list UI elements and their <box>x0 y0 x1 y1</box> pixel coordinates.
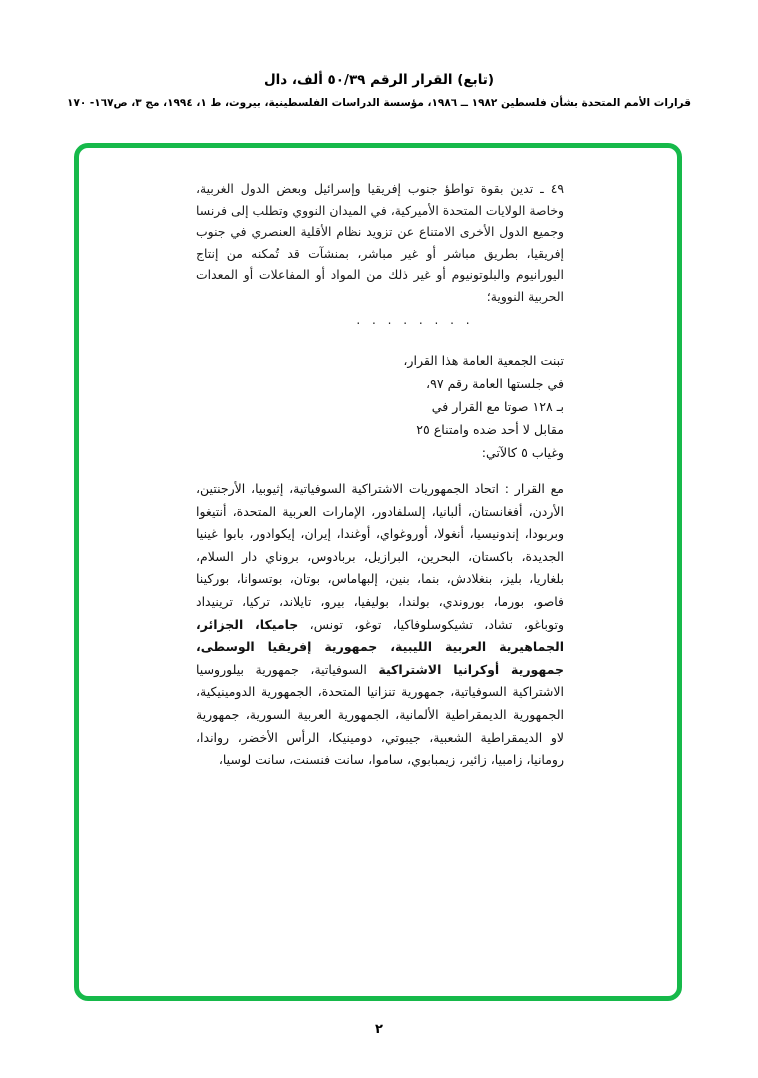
adoption-line: وغياب ٥ كالآتي: <box>481 445 564 460</box>
votes-in-favour-list-part1: اتحاد الجمهوريات الاشتراكية السوفياتية، إثيوبيا، الأرجنتين، الأردن، أفغانستان، ألبانيا، إلسلفادور، الإمارات العربية المتحدة، أنتيغوا وبربودا، إندونيسيا، أنغولا، أوروغواي، أوغندا، إيران، إيكوادور، بابوا غينيا الجديدة، باكستان، البحرين، البرازيل، بربادوس، بروناي دار السلام، بلغاريا، بليز، بنغلادش، بنما، بنين، إلبهاماس، بوتان، بوتسوانا، بوركينا فاصو، بورما، بوروندي، بولندا، بوليفيا، بيرو، تايلاند، تركيا، ترينيداد وتوباغو، تشاد، تشيكوسلوفاكيا، توغو، تونس، <box>196 481 565 632</box>
votes-in-favour-list-part2: السوفياتية، جمهورية بيلوروسيا الاشتراكية السوفياتية، جمهورية تنزانيا المتحدة، الجمهورية الدومينيكية، الجمهورية الديمقراطية الألمانية، الجمهورية العربية السورية، جمهورية لاو الديمقراطية الشعبية، جيبوتي، دومينيكا، الرأس الأخضر، رواندا، رومانيا، زامبيا، زائير، زيمبابوي، ساموا، سانت فنسنت، سانت لوسيا، <box>196 661 564 768</box>
paragraph-49: ٤٩ ـ تدين بقوة تواطؤ جنوب إفريقيا وإسرائيل وبعض الدول الغربية، وخاصة الولايات المتحدة الأميركية، في الميدان النووي وتطلب إلى فرنسا وجميع الدول الأخرى الامتناع عن تزويد نظام الأقلية العنصري في جنوب إفريقيا، بطريق مباشر أو غير مباشر، بمنشآت قد تُمكنه من إنتاج اليورانيوم والبلوتونيوم أو غير ذلك من المواد أو المفاعلات أو المعدات الحربية النووية؛ <box>196 181 564 304</box>
adoption-block <box>196 349 564 464</box>
ellipsis-separator: . . . . . . . . <box>356 313 474 327</box>
page-number: ٢ <box>375 1022 383 1037</box>
document-body <box>196 178 564 772</box>
adoption-line: مقابل لا أحد ضده وامتناع ٢٥ <box>416 422 564 437</box>
page-header <box>0 72 758 109</box>
adoption-line: تبنت الجمعية العامة هذا القرار، <box>403 353 564 368</box>
votes-in-favour-label: مع القرار : <box>504 481 564 496</box>
page-title: (تابع) القرار الرقم ٥٠/٣٩ ألف، دال <box>263 72 495 88</box>
source-citation: قرارات الأمم المتحدة بشأن فلسطين ١٩٨٢ ــ ١٩٨٦، مؤسسة الدراسات الفلسطينية، بيروت، ط ١، ١٩٩٤، مج ٣، ص١٦٧- ١٧٠ <box>67 97 691 109</box>
votes-in-favour-list-bold: جاميكا، الجزائر، الجماهيرية العربية الليبية، جمهورية إفريقيا الوسطى، جمهورية أوكرانيا الاشتراكية <box>196 616 565 677</box>
adoption-line: بـ ١٢٨ صوتا مع القرار في <box>431 399 564 414</box>
votes-in-favour <box>196 478 564 772</box>
adoption-line: في جلستها العامة رقم ٩٧، <box>425 376 564 391</box>
